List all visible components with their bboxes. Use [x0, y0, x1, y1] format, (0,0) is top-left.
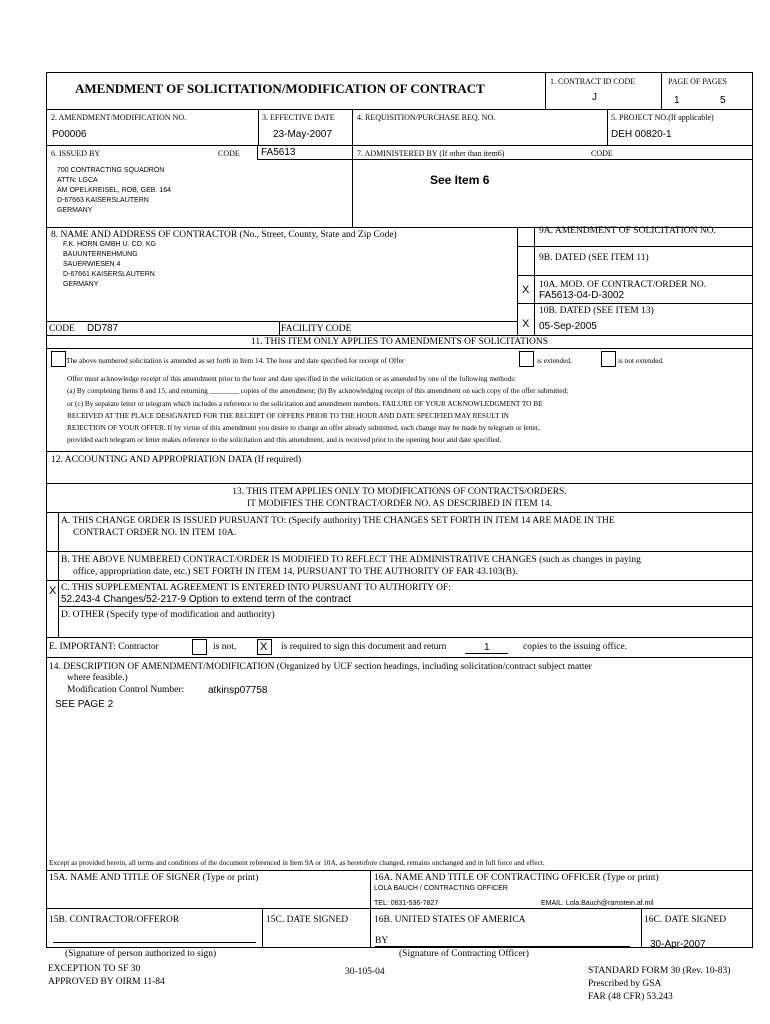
item12-label: 12. ACCOUNTING AND APPROPRIATION DATA (If required)	[51, 455, 302, 465]
is-not-label: is not,	[213, 642, 237, 652]
contracting-officer-email: EMAIL: Lola.Bauch@ramstein.af.mil	[541, 900, 654, 907]
contract-id-value: J	[592, 92, 597, 103]
footer-prescribed: Prescribed by GSA	[588, 979, 662, 989]
extended-checkbox[interactable]	[519, 351, 534, 367]
item11-paragraph: Offer must acknowledge receipt of this amendment prior to the hour and date specified in the solicitation or as amended by one of the following methods: (a) By completing Items 8 and 15, and returning ________ copies of the amendment; (b) By acknowledging receipt of this amendment on each copy of the offer submitted; or (c) By separate letter or telegram which includes a reference to the solicitation and amendment numbers. FAILURE OF YOUR ACKNOWLEDGMENT TO BE RECEIVED AT THE PLACE DESIGNATED FOR THE RECEIPT OF OFFERS PRIOR TO THE HOUR AND DATE SPECIFIED MAY RESULT IN REJECTION OF YOUR OFFER. If by virtue of this amendment you desire to change an offer already submitted, such change may be made by telegram or letter, provided each telegram or letter makes reference to the solicitation and this amendment, and is received prior to the opening hour and date specified.	[67, 374, 569, 445]
contract-id-label: 1. CONTRACT ID CODE	[550, 77, 636, 86]
effective-date-label: 3. EFFECTIVE DATE	[262, 113, 335, 122]
item13-a-line2: CONTRACT ORDER NO. IN ITEM 10A.	[73, 528, 237, 538]
copies-value: 1	[484, 642, 490, 653]
mcn-value: atkinsp07758	[208, 685, 268, 696]
item13-a-line1: A. THIS CHANGE ORDER IS ISSUED PURSUANT TO: (Specify authority) THE CHANGES SET FORTH IN ITEM 14 ARE MADE IN THE	[61, 516, 615, 526]
issued-by-code-label: CODE	[218, 149, 240, 158]
effective-date-value: 23-May-2007	[273, 129, 332, 140]
contractor-code-label: CODE	[49, 324, 75, 334]
item16c-label: 16C. DATE SIGNED	[644, 915, 727, 925]
item15c-label: 15C. DATE SIGNED	[266, 915, 349, 925]
item16b-label: 16B. UNITED STATES OF AMERICA	[374, 915, 526, 925]
contractor-address: F.K. HORN GMBH U. CO. KG BAUUNTERNEHMUNG SAUERWIESEN 4 D-67661 KAISERSLAUTERN GERMANY	[63, 241, 156, 288]
contractor-label: 8. NAME AND ADDRESS OF CONTRACTOR (No., Street, County, State and Zip Code)	[51, 230, 397, 240]
amendment-no-label: 2. AMENDMENT/MODIFICATION NO.	[51, 113, 187, 122]
not-extended-checkbox[interactable]	[601, 351, 616, 367]
item16b-by: BY	[375, 936, 389, 946]
footer-standard-form: STANDARD FORM 30 (Rev. 10-83)	[588, 966, 731, 976]
item10a-label: 10A. MOD. OF CONTRACT/ORDER NO.	[539, 280, 707, 290]
form-title: AMENDMENT OF SOLICITATION/MODIFICATION OF CONTRACT	[75, 81, 485, 96]
is-required-mark: X	[260, 641, 268, 653]
footer-exception: EXCEPTION TO SF 30	[48, 964, 141, 974]
important-label: E. IMPORTANT: Contractor	[49, 642, 159, 652]
item13-b-line1: B. THE ABOVE NUMBERED CONTRACT/ORDER IS MODIFIED TO REFLECT THE ADMINISTRATIVE CHANGES (such as changes in paying	[61, 555, 641, 565]
administered-by-label: 7. ADMINISTERED BY (If other than item6)	[357, 149, 505, 158]
contracting-officer-tel: TEL: 0631-536-7827	[374, 900, 439, 907]
sf30-form	[46, 72, 753, 959]
item13-d: D. OTHER (Specify type of modification and authority)	[61, 610, 275, 620]
item13-c-value: 52.243-4 Changes/52-217-9 Option to extend term of the contract	[61, 594, 352, 605]
item9b-label: 9B. DATED (SEE ITEM 11)	[539, 253, 649, 263]
item10b-label: 10B. DATED (SEE ITEM 13)	[539, 306, 654, 316]
requisition-label: 4. REQUISITION/PURCHASE REQ. NO.	[357, 113, 496, 122]
amendment-no-value: P00006	[52, 129, 87, 140]
administered-by-value: See Item 6	[430, 173, 490, 187]
contractor-code: DD787	[87, 323, 119, 334]
item15b-signature: (Signature of person authorized to sign)	[65, 949, 217, 959]
page-of-pages-label: PAGE OF PAGES	[668, 77, 727, 86]
footer-approved: APPROVED BY OIRM 11-84	[48, 977, 165, 987]
item16c-value: 30-Apr-2007	[650, 939, 706, 950]
item10a-mark: X	[522, 284, 530, 296]
see-page-2: SEE PAGE 2	[55, 699, 114, 710]
footer-form-number: 30-105-04	[345, 967, 385, 977]
item9a-label: 9A. AMENDMENT OF SOLICITATION NO.	[539, 226, 716, 236]
contracting-officer-name: LOLA BAUCH / CONTRACTING OFFICER	[374, 885, 508, 892]
item11-checkbox[interactable]	[51, 351, 66, 367]
project-no-label: 5. PROJECT NO.(If applicable)	[611, 113, 714, 122]
page-total: 5	[720, 95, 726, 106]
item16a-label: 16A. NAME AND TITLE OF CONTRACTING OFFICER (Type or print)	[374, 873, 659, 883]
is-required-label: is required to sign this document and return	[281, 642, 447, 652]
is-not-checkbox[interactable]	[192, 639, 207, 655]
item16b-signature: (Signature of Contracting Officer)	[399, 949, 529, 959]
issued-by-label: 6. ISSUED BY	[51, 149, 101, 158]
mcn-label: Modification Control Number:	[67, 685, 185, 695]
item10b-mark: X	[522, 318, 530, 330]
page-number: 1	[674, 95, 680, 106]
item13-header2: IT MODIFIES THE CONTRACT/ORDER NO. AS DESCRIBED IN ITEM 14.	[247, 499, 552, 509]
not-extended-label: is not extended.	[618, 356, 665, 365]
item13-c-mark: X	[49, 585, 57, 597]
extended-label: is extended,	[537, 356, 572, 365]
item10a-value: FA5613-04-D-3002	[539, 290, 625, 301]
item13-c-line1: C. THIS SUPPLEMENTAL AGREEMENT IS ENTERED INTO PURSUANT TO AUTHORITY OF:	[61, 583, 451, 593]
issued-by-address: 700 CONTRACTING SQUADRON ATTN: LGCA AM OPELKREISEL, ROB, GEB. 164 D-67663 KAISERSLAUTERN GERMANY	[57, 167, 171, 214]
item11-header: 11. THIS ITEM ONLY APPLIES TO AMENDMENTS OF SOLICITATIONS	[250, 337, 549, 347]
item13-header1: 13. THIS ITEM APPLIES ONLY TO MODIFICATIONS OF CONTRACTS/ORDERS.	[232, 487, 567, 497]
copies-tail: copies to the issuing office.	[523, 642, 628, 652]
item11-line1: The above numbered solicitation is amended as set forth in Item 14. The hour and date specified for receipt of Offer	[66, 356, 405, 365]
footer-far: FAR (48 CFR) 53.243	[588, 992, 673, 1002]
item13-b-line2: office, appropriation date, etc.) SET FORTH IN ITEM 14, PURSUANT TO THE AUTHORITY OF FAR 43.103(B).	[73, 567, 518, 577]
facility-code-label: FACILITY CODE	[281, 324, 352, 334]
item14-line2: where feasible.)	[67, 673, 128, 683]
item10b-value: 05-Sep-2005	[539, 321, 597, 332]
issued-by-code: FA5613	[261, 147, 296, 158]
administered-by-code-label: CODE	[591, 149, 613, 158]
project-no-value: DEH 00820-1	[611, 129, 672, 140]
item14-footer: Except as provided herein, all terms and conditions of the document referenced in Item 9A or 10A, as heretofore changed, remains unchanged and in full force and effect.	[49, 858, 545, 867]
item15a-label: 15A. NAME AND TITLE OF SIGNER (Type or print)	[49, 873, 259, 883]
item15b-label: 15B. CONTRACTOR/OFFEROR	[49, 915, 180, 925]
item14-line1: 14. DESCRIPTION OF AMENDMENT/MODIFICATION (Organized by UCF section headings, including solicitation/contract subject matter	[49, 662, 592, 672]
